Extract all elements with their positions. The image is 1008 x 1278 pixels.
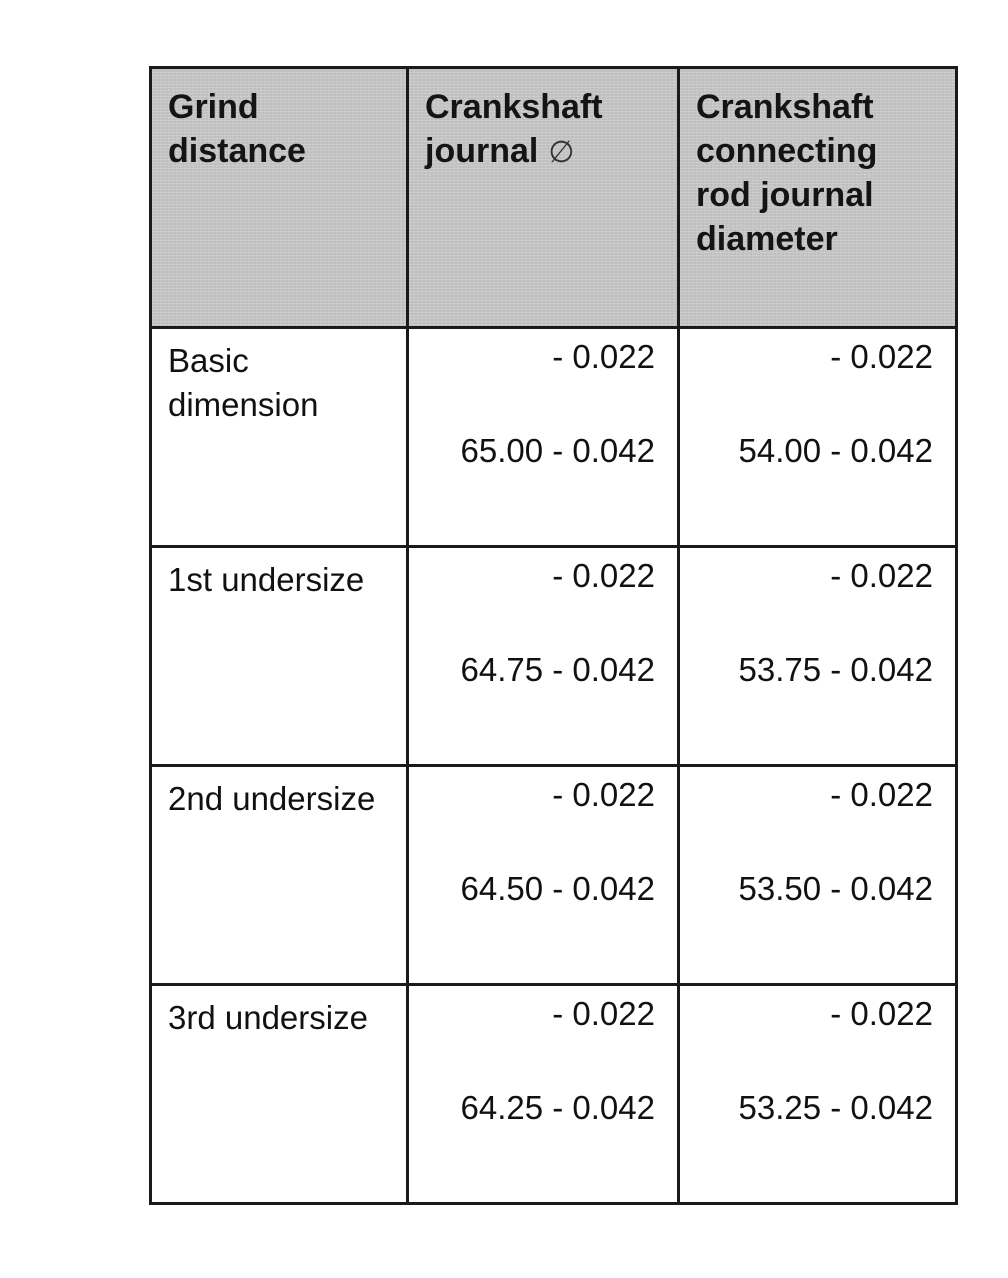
grind-table bbox=[149, 66, 958, 1205]
tolerance-value: - 0.022 bbox=[830, 776, 933, 813]
dimension-value: 65.00 - 0.042 bbox=[460, 432, 655, 469]
tolerance-value: - 0.022 bbox=[552, 776, 655, 813]
dimension-value: 64.25 - 0.042 bbox=[460, 1089, 655, 1126]
header-label: Grind distance bbox=[168, 88, 306, 170]
tolerance-value: - 0.022 bbox=[552, 995, 655, 1032]
rod-journal-value-cell bbox=[679, 328, 957, 547]
journal-value-cell bbox=[408, 547, 679, 766]
header-grind-distance bbox=[151, 68, 408, 328]
row-label-cell bbox=[151, 766, 408, 985]
table-header-row bbox=[151, 68, 957, 328]
rod-journal-value-cell bbox=[679, 985, 957, 1204]
dimension-value: 53.50 - 0.042 bbox=[738, 870, 933, 907]
row-label: 2nd undersize bbox=[168, 780, 376, 817]
header-label: Crankshaft journal bbox=[425, 88, 603, 170]
rod-journal-value-cell bbox=[679, 766, 957, 985]
row-label-cell bbox=[151, 328, 408, 547]
dimension-value: 53.25 - 0.042 bbox=[738, 1089, 933, 1126]
table-row bbox=[151, 985, 957, 1204]
row-label: Basic dimension bbox=[168, 342, 319, 423]
header-rod-journal-diameter bbox=[679, 68, 957, 328]
diameter-icon: ∅ bbox=[548, 136, 575, 169]
journal-value-cell bbox=[408, 985, 679, 1204]
tolerance-value: - 0.022 bbox=[552, 338, 655, 375]
row-label-cell bbox=[151, 985, 408, 1204]
dimension-value: 53.75 - 0.042 bbox=[738, 651, 933, 688]
tolerance-value: - 0.022 bbox=[830, 995, 933, 1032]
dimension-value: 54.00 - 0.042 bbox=[738, 432, 933, 469]
row-label: 3rd undersize bbox=[168, 999, 368, 1036]
tolerance-value: - 0.022 bbox=[830, 557, 933, 594]
table-row bbox=[151, 547, 957, 766]
journal-value-cell bbox=[408, 328, 679, 547]
header-label: Crankshaft connecting rod journal diameter bbox=[696, 88, 878, 258]
header-crankshaft-journal bbox=[408, 68, 679, 328]
journal-value-cell bbox=[408, 766, 679, 985]
row-label-cell bbox=[151, 547, 408, 766]
rod-journal-value-cell bbox=[679, 547, 957, 766]
table-row bbox=[151, 766, 957, 985]
dimension-value: 64.50 - 0.042 bbox=[460, 870, 655, 907]
tolerance-value: - 0.022 bbox=[830, 338, 933, 375]
header-label-wrap bbox=[409, 69, 677, 175]
row-label: 1st undersize bbox=[168, 561, 365, 598]
table-row bbox=[151, 328, 957, 547]
dimension-value: 64.75 - 0.042 bbox=[460, 651, 655, 688]
tolerance-value: - 0.022 bbox=[552, 557, 655, 594]
